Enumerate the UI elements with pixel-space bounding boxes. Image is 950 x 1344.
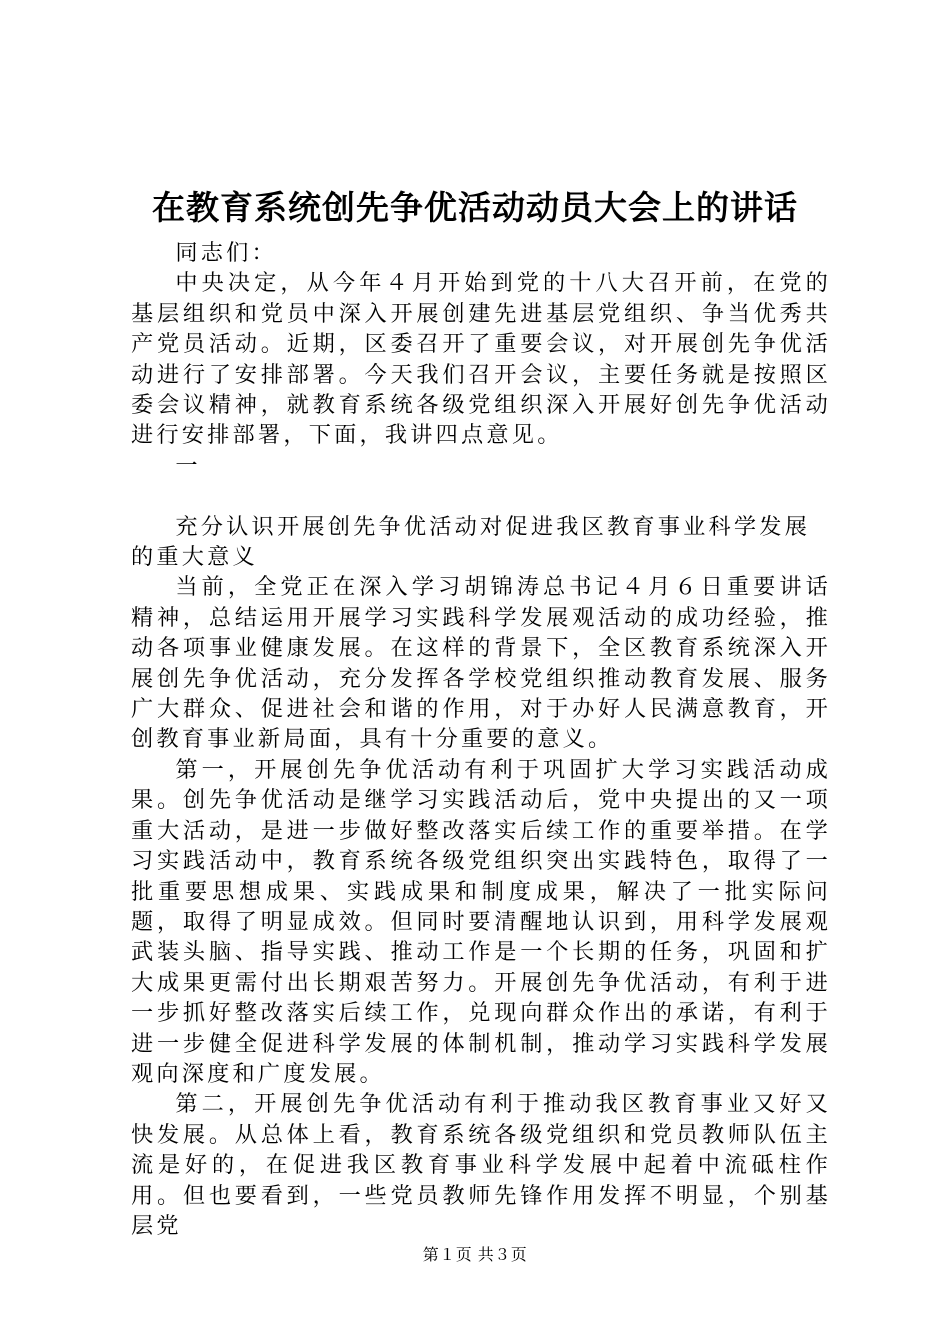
paragraph-point-two: 第二，开展创先争优活动有利于推动我区教育事业又好又快发展。从总体上看，教育系统各级党组织和党员教师队伍主流是好的，在促进我区教育事业科学发展中起着中流砥柱作用。但也要看到，一些党员教师先锋作用发挥不明显，个别基层党 bbox=[131, 1091, 831, 1239]
paragraph-intro: 中央决定，从今年４月开始到党的十八大召开前，在党的基层组织和党员中深入开展创建先进基层党组织、争当优秀共产党员活动。近期，区委召开了重要会议，对开展创先争优活动进行了安排部署。今天我们召开会议，主要任务就是按照区委会议精神，就教育系统各级党组织深入开展好创先争优活动进行安排部署，下面，我讲四点意见。 bbox=[131, 270, 831, 449]
paragraph-point-one: 第一，开展创先争优活动有利于巩固扩大学习实践活动成果。创先争优活动是继学习实践活动后，党中央提出的又一项重大活动，是进一步做好整改落实后续工作的重要举措。在学习实践活动中，教育系统各级党组织突出实践特色，取得了一批重要思想成果、实践成果和制度成果，解决了一批实际问题，取得了明显成效。但同时要清醒地认识到，用科学发展观武装头脑、指导实践、推动工作是一个长期的任务，巩固和扩大成果更需付出长期艰苦努力。开展创先争优活动，有利于进一步抓好整改落实后续工作，兑现向群众作出的承诺，有利于进一步健全促进科学发展的体制机制，推动学习实践科学发展观向深度和广度发展。 bbox=[131, 756, 831, 1087]
salutation: 同志们： bbox=[175, 240, 277, 266]
document-body bbox=[131, 238, 831, 1241]
paragraph-context: 当前，全党正在深入学习胡锦涛总书记４月６日重要讲话精神，总结运用开展学习实践科学发展观活动的成功经验，推动各项事业健康发展。在这样的背景下，全区教育系统深入开展创先争优活动，充分发挥各学校党组织推动教育发展、服务广大群众、促进社会和谐的作用，对于办好人民满意教育，开创教育事业新局面，具有十分重要的意义。 bbox=[131, 574, 831, 753]
section-number: 一 bbox=[175, 452, 201, 479]
section-heading: 充分认识开展创先争优活动对促进我区教育事业科学发展的重大意义 bbox=[131, 513, 811, 571]
page-footer: 第１页 共３页 bbox=[422, 1245, 528, 1264]
document-title: 在教育系统创先争优活动动员大会上的讲话 bbox=[152, 188, 798, 227]
blank-line bbox=[131, 481, 831, 511]
